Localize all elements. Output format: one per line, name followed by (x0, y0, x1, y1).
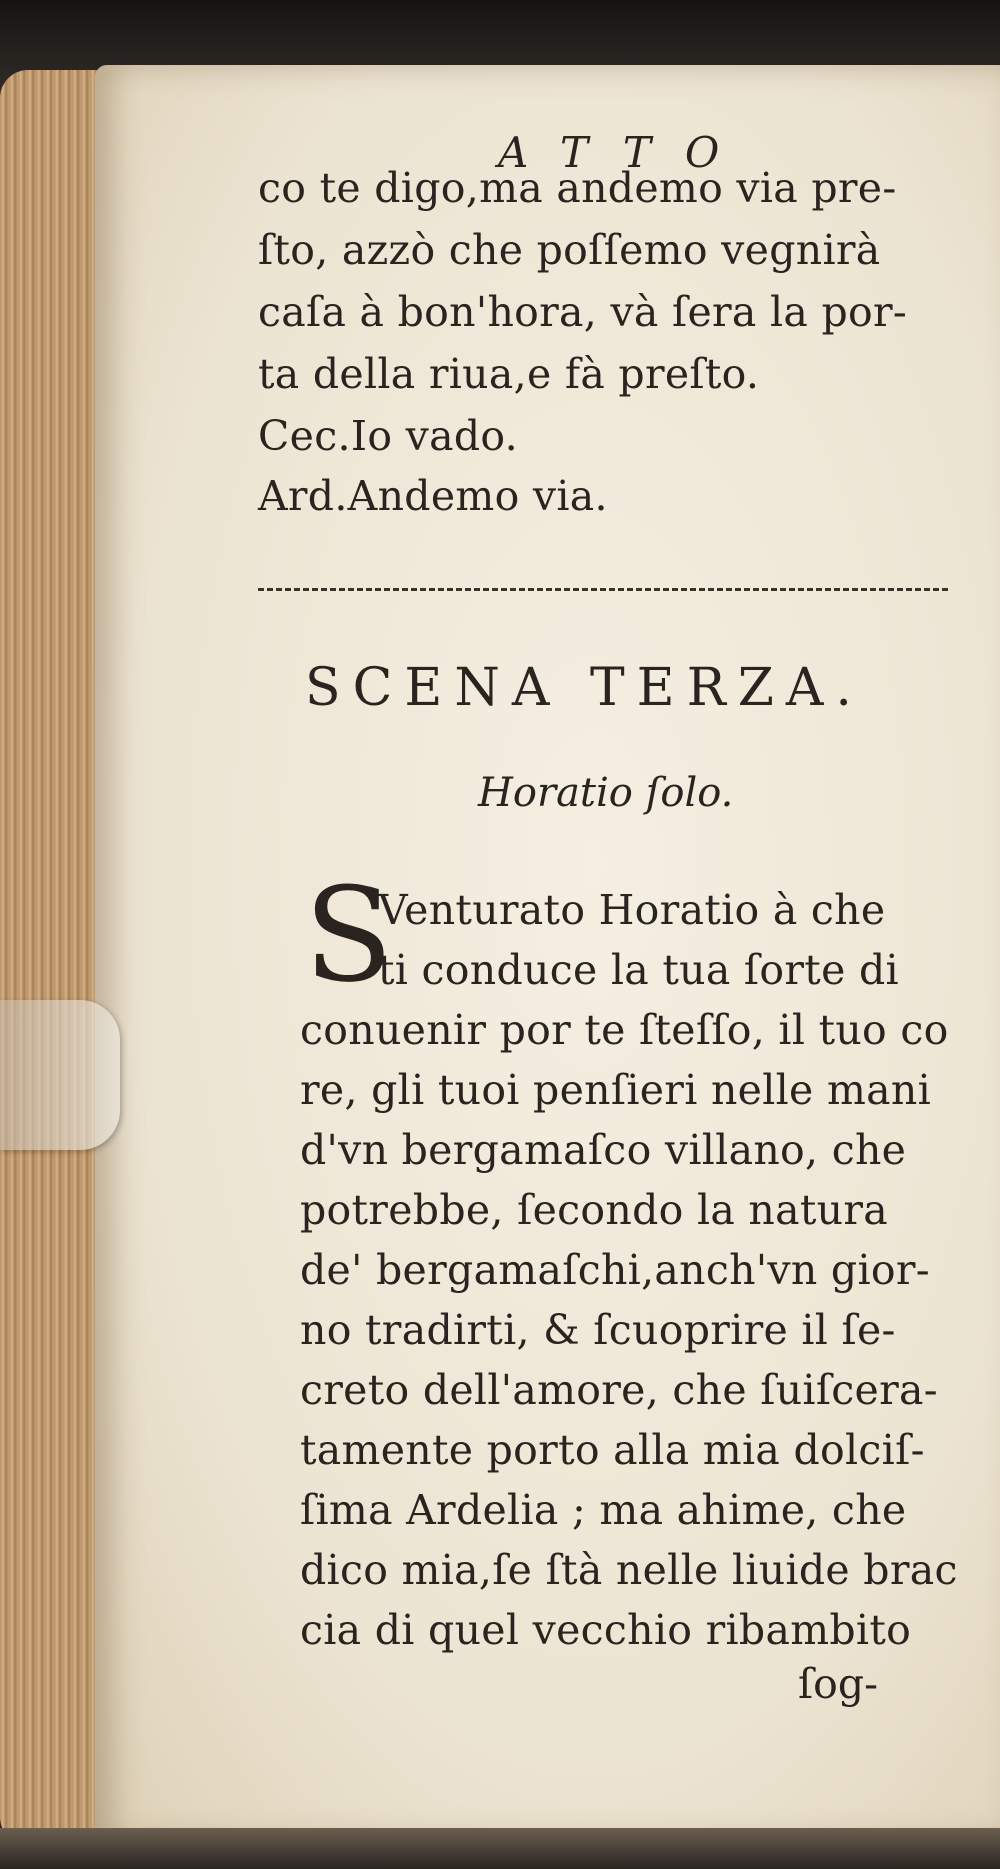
text-line: d'vn bergamaſco villano, che (300, 1126, 907, 1174)
text-line: de' bergamaſchi,anch'vn gior- (300, 1246, 930, 1294)
scene-title: SCENA TERZA. (305, 658, 864, 718)
text-line: no tradirti, & ſcuoprire il ſe- (300, 1306, 896, 1354)
scene-character: Horatio ſolo. (478, 770, 734, 816)
clip-holder (0, 1000, 120, 1150)
text-line: potrebbe, ſecondo la natura (300, 1186, 889, 1234)
running-header: ATTO (498, 128, 754, 177)
text-line: creto dell'amore, che ſuiſcera- (300, 1366, 938, 1414)
text-line: ta della riua,e fà preſto. (258, 350, 760, 398)
text-line: tamente porto alla mia dolciſ- (300, 1426, 925, 1474)
text-line: ti conduce la tua ſorte di (378, 946, 899, 994)
text-line: dico mia,ſe ſtà nelle liuide brac (300, 1546, 958, 1594)
text-line: re, gli tuoi penſieri nelle mani (300, 1066, 931, 1114)
catchword: ſog- (798, 1660, 878, 1708)
text-line: ſima Ardelia ; ma ahime, che (300, 1486, 907, 1534)
text-line: ſto, azzò che poſſemo vegnirà (258, 226, 881, 274)
text-line: caſa à bon'hora, và ſera la por- (258, 288, 908, 336)
text-line: Venturato Horatio à che (378, 886, 886, 934)
drop-cap: S (304, 859, 394, 1011)
speaker-line: Ard.Andemo via. (258, 472, 608, 520)
text-line: conuenir por te ſteſſo, il tuo co (300, 1006, 949, 1054)
background-bottom (0, 1828, 1000, 1869)
text-line: co te digo,ma andemo via pre- (258, 164, 897, 212)
text-line: cia di quel vecchio ribambito (300, 1606, 912, 1654)
separator-rule (258, 588, 948, 591)
speaker-line: Cec.Io vado. (258, 412, 518, 460)
